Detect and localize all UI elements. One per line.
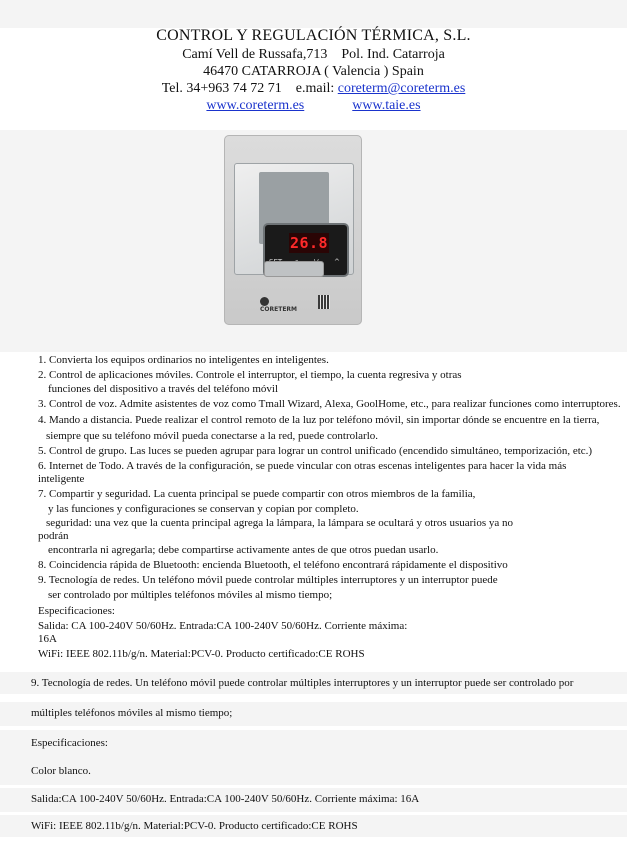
city-line: 46470 CATARROJA ( Valencia ) Spain	[203, 64, 424, 79]
list-item: funciones del dispositivo a través del teléfono móvil	[48, 383, 279, 395]
brand-logo	[260, 297, 300, 313]
list-item: Especificaciones:	[38, 605, 115, 617]
list-item: 6. Internet de Todo. A través de la configuración, se puede vincular con otras escenas inteligentes para hacer la vida más	[38, 460, 567, 472]
industrial-estate: Pol. Ind. Catarroja	[341, 47, 445, 62]
repeat-paragraph: múltiples teléfonos móviles al mismo tiempo;	[31, 707, 233, 719]
list-item: podrán	[38, 530, 69, 542]
list-item: 5. Control de grupo. Las luces se pueden agrupar para lograr un control unificado (encendido simultáneo, temporización, etc.)	[38, 445, 593, 457]
company-name: CONTROL Y REGULACIÓN TÉRMICA, S.L.	[156, 27, 471, 44]
repeat-paragraph: 9. Tecnología de redes. Un teléfono móvil puede controlar múltiples interruptores y un interruptor puede ser controlado por	[31, 677, 574, 689]
list-item: 7. Compartir y seguridad. La cuenta principal se puede compartir con otros miembros de la familia,	[38, 488, 476, 500]
website-link-taie[interactable]: www.taie.es	[352, 98, 421, 113]
list-item: ser controlado por múltiples teléfonos móviles al mismo tiempo;	[48, 589, 333, 601]
list-item: y las funciones y configuraciones se conservan y copian por completo.	[48, 503, 359, 515]
qr-code-icon	[318, 295, 330, 309]
list-item: 3. Control de voz. Admite asistentes de voz como Tmall Wizard, Alexa, GoolHome, etc., para realizar funciones como interruptores.	[38, 398, 621, 410]
temperature-display: 26.8	[289, 234, 329, 252]
web-line	[0, 98, 627, 114]
brand-name: CORETERM	[260, 306, 298, 313]
top-band	[0, 0, 627, 28]
cover-latch	[264, 261, 324, 277]
contact-line	[0, 81, 627, 97]
email-label: e.mail:	[295, 81, 335, 96]
thermostat-enclosure-image	[224, 135, 362, 325]
list-item: 8. Coincidencia rápida de Bluetooth: encienda Bluetooth, el teléfono encontrará rápidamente el dispositivo	[38, 559, 508, 571]
brand-mark-icon	[260, 297, 269, 306]
list-item: 16A	[38, 633, 57, 645]
repeat-paragraph: Salida:CA 100-240V 50/60Hz. Entrada:CA 100-240V 50/60Hz. Corriente máxima: 16A	[31, 793, 420, 805]
transparent-cover	[234, 163, 354, 275]
email-link[interactable]: coreterm@coreterm.es	[337, 81, 466, 96]
repeat-band-4	[0, 760, 627, 785]
list-item: 9. Tecnología de redes. Un teléfono móvil puede controlar múltiples interruptores y un interruptor puede	[38, 574, 498, 586]
repeat-paragraph: Especificaciones:	[31, 737, 108, 749]
list-item: 4. Mando a distancia. Puede realizar el control remoto de la luz por teléfono móvil, sin importar dónde se encuentre en la tierra,	[38, 414, 600, 426]
list-item: encontrarla ni agregarla; debe compartirse activamente antes de que otros puedan usarlo.	[48, 544, 439, 556]
list-item: siempre que su teléfono móvil pueda conectarse a la red, puede controlarlo.	[46, 430, 379, 442]
telephone: Tel. 34+963 74 72 71	[161, 81, 282, 96]
list-item: 2. Control de aplicaciones móviles. Controle el interruptor, el tiempo, la cuenta regresiva y otras	[38, 369, 462, 381]
website-link-coreterm[interactable]: www.coreterm.es	[206, 98, 305, 113]
list-item: inteligente	[38, 473, 85, 485]
repeat-paragraph: Color blanco.	[31, 765, 91, 777]
list-item: Salida: CA 100-240V 50/60Hz. Entrada:CA 100-240V 50/60Hz. Corriente máxima:	[38, 620, 408, 632]
repeat-paragraph: WiFi: IEEE 802.11b/g/n. Material:PCV-0. Producto certificado:CE ROHS	[31, 820, 358, 832]
list-item: WiFi: IEEE 802.11b/g/n. Material:PCV-0. Producto certificado:CE ROHS	[38, 648, 365, 660]
up-key: ^	[334, 258, 340, 266]
address-line	[0, 47, 627, 63]
list-item: seguridad: una vez que la cuenta principal agrega la lámpara, la lámpara se ocultará y otros usuarios ya no	[46, 517, 514, 529]
street: Camí Vell de Russafa,713	[182, 47, 328, 62]
list-item: 1. Convierta los equipos ordinarios no inteligentes en inteligentes.	[38, 354, 329, 366]
